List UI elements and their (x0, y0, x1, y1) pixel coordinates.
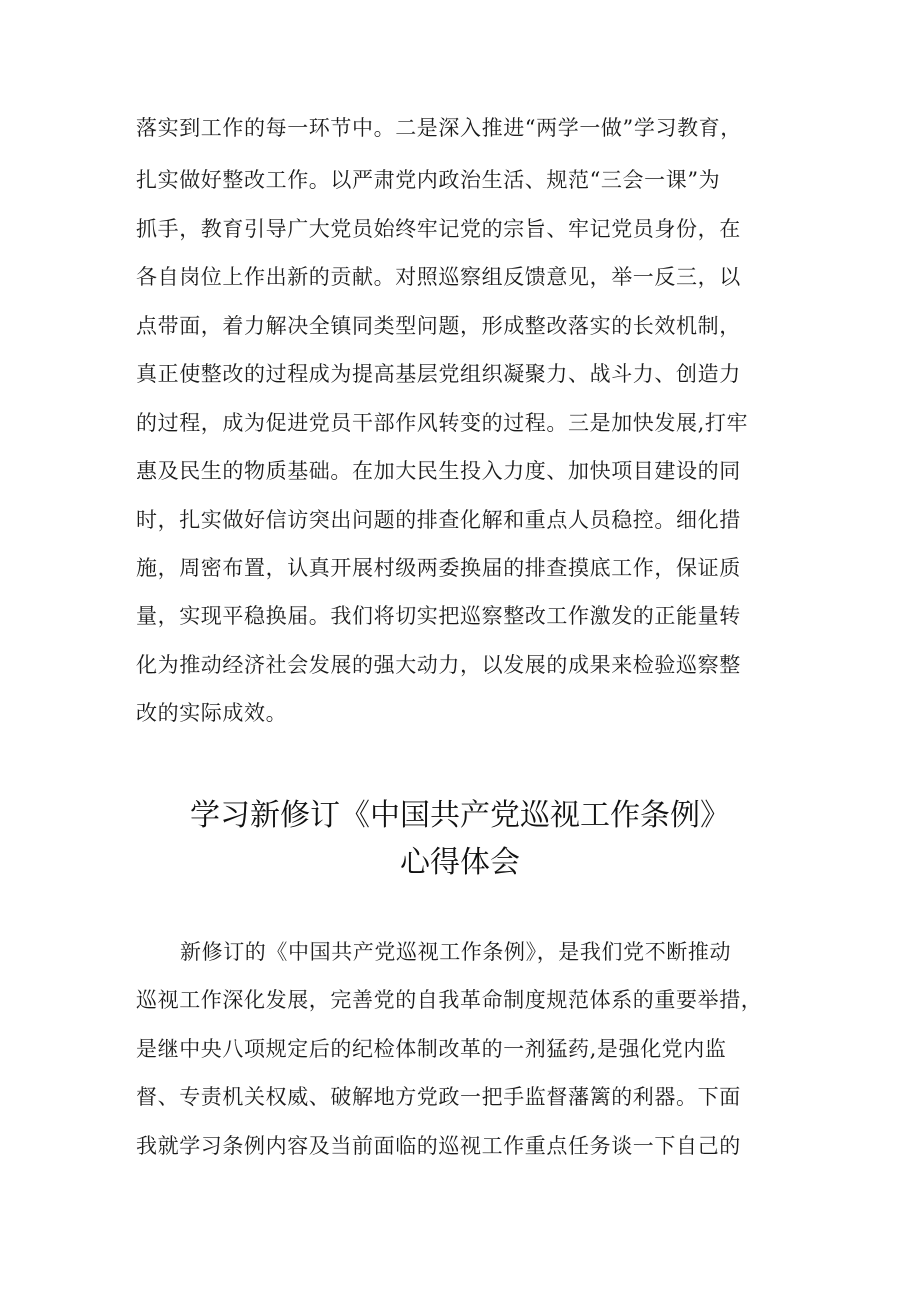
article-title: 学习新修订《中国共产党巡视工作条例》 (190, 798, 730, 833)
text-line: 施，周密布置，认真开展村级两委换届的排查摸底工作，保证质 (136, 556, 741, 580)
text-line: 巡视工作深化发展，完善党的自我革命制度规范体系的重要举措， (136, 988, 763, 1012)
article-subtitle: 心得体会 (400, 845, 520, 880)
text-line: 时，扎实做好信访突出问题的排查化解和重点人员稳控。细化措 (136, 508, 741, 532)
text-line: 我就学习条例内容及当前面临的巡视工作重点任务谈一下自己的 (136, 1134, 741, 1158)
text-line: 的过程，成为促进党员干部作风转变的过程。三是加快发展,打牢 (136, 411, 749, 435)
text-line: 惠及民生的物质基础。在加大民生投入力度、加快项目建设的同 (136, 459, 741, 483)
text-line: 各自岗位上作出新的贡献。对照巡察组反馈意见，举一反三，以 (136, 265, 741, 289)
text-line: 点带面，着力解决全镇同类型问题，形成整改落实的长效机制， (136, 314, 741, 338)
text-line: 改的实际成效。 (136, 701, 288, 725)
text-line: 是继中央八项规定后的纪检体制改革的一剂猛药,是强化党内监 (136, 1037, 727, 1061)
text-line: 化为推动经济社会发展的强大动力，以发展的成果来检验巡察整 (136, 653, 741, 677)
text-line: 量，实现平稳换届。我们将切实把巡察整改工作激发的正能量转 (136, 604, 741, 628)
text-line: 落实到工作的每一环节中。二是深入推进“两学一做”学习教育， (136, 116, 742, 140)
text-line: 扎实做好整改工作。以严肃党内政治生活、规范“三会一课”为 (136, 168, 721, 192)
text-line: 真正使整改的过程成为提高基层党组织凝聚力、战斗力、创造力 (136, 362, 741, 386)
text-line: 新修订的《中国共产党巡视工作条例》，是我们党不断推动 (180, 940, 732, 964)
text-line: 督、专责机关权威、破解地方党政一把手监督藩篱的利器。下面 (136, 1085, 741, 1109)
text-line: 抓手，教育引导广大党员始终牢记党的宗旨、牢记党员身份，在 (136, 217, 741, 241)
